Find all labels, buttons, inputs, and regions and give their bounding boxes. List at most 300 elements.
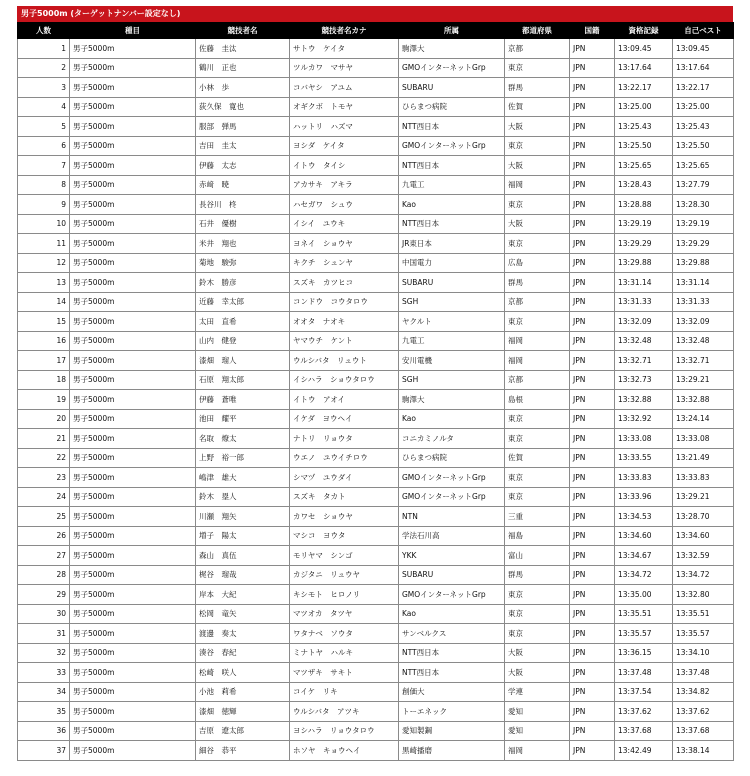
athlete-kana-cell: ホソヤ キョウヘイ [290, 741, 399, 761]
nationality-cell: JPN [570, 507, 615, 527]
athlete-kana-cell: ミナトヤ ハルキ [290, 643, 399, 663]
rank-cell: 11 [18, 234, 70, 254]
prefecture-cell: 学連 [505, 682, 570, 702]
prefecture-cell: 福岡 [505, 351, 570, 371]
rank-cell: 34 [18, 682, 70, 702]
nationality-cell: JPN [570, 429, 615, 449]
athlete-name-cell: 山内 健登 [196, 331, 290, 351]
qualifying-mark-cell: 13:17.64 [615, 58, 673, 78]
nationality-cell: JPN [570, 292, 615, 312]
athlete-kana-cell: イトウ タイシ [290, 156, 399, 176]
nationality-cell: JPN [570, 331, 615, 351]
event-cell: 男子5000m [70, 448, 196, 468]
rank-cell: 30 [18, 604, 70, 624]
rank-cell: 16 [18, 331, 70, 351]
affiliation-cell: コニカミノルタ [399, 429, 505, 449]
nationality-cell: JPN [570, 175, 615, 195]
qualifying-mark-cell: 13:32.48 [615, 331, 673, 351]
nationality-cell: JPN [570, 721, 615, 741]
affiliation-cell: トーエネック [399, 702, 505, 722]
table-row [18, 721, 734, 741]
nationality-cell: JPN [570, 487, 615, 507]
nationality-cell: JPN [570, 624, 615, 644]
event-cell: 男子5000m [70, 370, 196, 390]
rank-cell: 28 [18, 565, 70, 585]
rank-cell: 9 [18, 195, 70, 215]
personal-best-cell: 13:34.82 [673, 682, 734, 702]
affiliation-cell: ひらまつ病院 [399, 448, 505, 468]
qualifying-mark-cell: 13:29.29 [615, 234, 673, 254]
qualifying-mark-cell: 13:09.45 [615, 39, 673, 59]
table-row [18, 292, 734, 312]
affiliation-cell: YKK [399, 546, 505, 566]
athlete-name-cell: 嶋津 雄大 [196, 468, 290, 488]
nationality-cell: JPN [570, 312, 615, 332]
athlete-kana-cell: ヨシダ ケイタ [290, 136, 399, 156]
nationality-cell: JPN [570, 741, 615, 761]
event-cell: 男子5000m [70, 526, 196, 546]
athlete-name-cell: 服部 弾馬 [196, 117, 290, 137]
personal-best-cell: 13:29.29 [673, 234, 734, 254]
qualifying-mark-cell: 13:32.92 [615, 409, 673, 429]
table-row [18, 682, 734, 702]
affiliation-cell: NTT西日本 [399, 663, 505, 683]
rank-cell: 25 [18, 507, 70, 527]
prefecture-cell: 京都 [505, 39, 570, 59]
event-cell: 男子5000m [70, 351, 196, 371]
affiliation-cell: JR東日本 [399, 234, 505, 254]
athlete-kana-cell: マツザキ サキト [290, 663, 399, 683]
prefecture-cell: 島根 [505, 390, 570, 410]
prefecture-cell: 東京 [505, 58, 570, 78]
rank-cell: 8 [18, 175, 70, 195]
rank-cell: 15 [18, 312, 70, 332]
table-row [18, 331, 734, 351]
affiliation-cell: SUBARU [399, 78, 505, 98]
athlete-name-cell: 小林 歩 [196, 78, 290, 98]
event-cell: 男子5000m [70, 312, 196, 332]
athlete-kana-cell: モリヤマ シンゴ [290, 546, 399, 566]
table-row [18, 624, 734, 644]
personal-best-cell: 13:32.09 [673, 312, 734, 332]
qualifying-mark-cell: 13:33.08 [615, 429, 673, 449]
rank-cell: 22 [18, 448, 70, 468]
column-header-affiliation: 所属 [399, 23, 505, 39]
nationality-cell: JPN [570, 565, 615, 585]
table-row [18, 702, 734, 722]
personal-best-cell: 13:32.48 [673, 331, 734, 351]
athlete-name-cell: 石原 翔太郎 [196, 370, 290, 390]
personal-best-cell: 13:27.79 [673, 175, 734, 195]
event-cell: 男子5000m [70, 507, 196, 527]
prefecture-cell: 東京 [505, 409, 570, 429]
athlete-name-cell: 荻久保 寛也 [196, 97, 290, 117]
prefecture-cell: 東京 [505, 195, 570, 215]
qualifying-mark-cell: 13:29.19 [615, 214, 673, 234]
athlete-name-cell: 吉原 遼太郎 [196, 721, 290, 741]
athlete-name-cell: 渡邊 奏太 [196, 624, 290, 644]
athlete-name-cell: 松岡 竜矢 [196, 604, 290, 624]
athlete-name-cell: 石井 優樹 [196, 214, 290, 234]
personal-best-cell: 13:37.68 [673, 721, 734, 741]
prefecture-cell: 佐賀 [505, 448, 570, 468]
rank-cell: 5 [18, 117, 70, 137]
event-cell: 男子5000m [70, 273, 196, 293]
rank-cell: 33 [18, 663, 70, 683]
event-cell: 男子5000m [70, 546, 196, 566]
rank-cell: 7 [18, 156, 70, 176]
event-cell: 男子5000m [70, 58, 196, 78]
athlete-kana-cell: イシハラ ショウタロウ [290, 370, 399, 390]
rank-cell: 35 [18, 702, 70, 722]
prefecture-cell: 東京 [505, 234, 570, 254]
column-header-rank: 人数 [18, 23, 70, 39]
affiliation-cell: GMOインターネットGrp [399, 585, 505, 605]
event-title: 男子5000m (ターゲットナンバー設定なし) [17, 6, 733, 22]
personal-best-cell: 13:31.14 [673, 273, 734, 293]
event-cell: 男子5000m [70, 195, 196, 215]
affiliation-cell: 中国電力 [399, 253, 505, 273]
athlete-kana-cell: ウエノ ユウイチロウ [290, 448, 399, 468]
affiliation-cell: NTT西日本 [399, 156, 505, 176]
qualifying-mark-cell: 13:33.96 [615, 487, 673, 507]
rank-cell: 24 [18, 487, 70, 507]
event-cell: 男子5000m [70, 331, 196, 351]
event-cell: 男子5000m [70, 604, 196, 624]
affiliation-cell: NTT西日本 [399, 214, 505, 234]
personal-best-cell: 13:29.88 [673, 253, 734, 273]
personal-best-cell: 13:29.19 [673, 214, 734, 234]
qualifying-mark-cell: 13:34.67 [615, 546, 673, 566]
rank-cell: 29 [18, 585, 70, 605]
rank-cell: 1 [18, 39, 70, 59]
athlete-kana-cell: ナトリ リョウタ [290, 429, 399, 449]
table-row [18, 526, 734, 546]
personal-best-cell: 13:25.43 [673, 117, 734, 137]
event-cell: 男子5000m [70, 487, 196, 507]
nationality-cell: JPN [570, 526, 615, 546]
athlete-kana-cell: ツルカワ マサヤ [290, 58, 399, 78]
table-row [18, 585, 734, 605]
nationality-cell: JPN [570, 409, 615, 429]
athlete-name-cell: 近藤 幸太郎 [196, 292, 290, 312]
column-header-qualifying-mark: 資格記録 [615, 23, 673, 39]
event-cell: 男子5000m [70, 565, 196, 585]
table-row [18, 78, 734, 98]
athlete-kana-cell: キシモト ヒロノリ [290, 585, 399, 605]
table-row [18, 312, 734, 332]
athlete-kana-cell: ハセガワ シュウ [290, 195, 399, 215]
affiliation-cell: 創価大 [399, 682, 505, 702]
rank-cell: 21 [18, 429, 70, 449]
event-cell: 男子5000m [70, 624, 196, 644]
prefecture-cell: 大阪 [505, 643, 570, 663]
athlete-name-cell: 岸本 大紀 [196, 585, 290, 605]
athlete-kana-cell: オギクボ トモヤ [290, 97, 399, 117]
table-row [18, 468, 734, 488]
qualifying-mark-cell: 13:37.48 [615, 663, 673, 683]
table-row [18, 565, 734, 585]
event-cell: 男子5000m [70, 214, 196, 234]
nationality-cell: JPN [570, 468, 615, 488]
personal-best-cell: 13:17.64 [673, 58, 734, 78]
personal-best-cell: 13:24.14 [673, 409, 734, 429]
athlete-kana-cell: アカサキ アキラ [290, 175, 399, 195]
qualifying-mark-cell: 13:37.68 [615, 721, 673, 741]
prefecture-cell: 京都 [505, 292, 570, 312]
prefecture-cell: 大阪 [505, 117, 570, 137]
table-row [18, 97, 734, 117]
athlete-kana-cell: スズキ タカト [290, 487, 399, 507]
qualifying-mark-cell: 13:37.54 [615, 682, 673, 702]
qualifying-mark-cell: 13:33.55 [615, 448, 673, 468]
nationality-cell: JPN [570, 702, 615, 722]
athlete-kana-cell: キクチ シュンヤ [290, 253, 399, 273]
affiliation-cell: 駒澤大 [399, 390, 505, 410]
prefecture-cell: 愛知 [505, 702, 570, 722]
affiliation-cell: ヤクルト [399, 312, 505, 332]
personal-best-cell: 13:37.48 [673, 663, 734, 683]
athlete-kana-cell: コンドウ コウタロウ [290, 292, 399, 312]
athlete-kana-cell: カワセ ショウヤ [290, 507, 399, 527]
table-row [18, 214, 734, 234]
personal-best-cell: 13:34.10 [673, 643, 734, 663]
table-row [18, 117, 734, 137]
affiliation-cell: 愛知製鋼 [399, 721, 505, 741]
event-cell: 男子5000m [70, 292, 196, 312]
prefecture-cell: 富山 [505, 546, 570, 566]
affiliation-cell: 九電工 [399, 331, 505, 351]
athlete-kana-cell: マシコ ヨウタ [290, 526, 399, 546]
affiliation-cell: NTT西日本 [399, 117, 505, 137]
rank-cell: 6 [18, 136, 70, 156]
rank-cell: 17 [18, 351, 70, 371]
athlete-name-cell: 漆畑 瑠人 [196, 351, 290, 371]
qualifying-mark-cell: 13:32.09 [615, 312, 673, 332]
qualifying-mark-cell: 13:35.00 [615, 585, 673, 605]
athlete-name-cell: 鶴川 正也 [196, 58, 290, 78]
rank-cell: 19 [18, 390, 70, 410]
table-row [18, 663, 734, 683]
personal-best-cell: 13:22.17 [673, 78, 734, 98]
athlete-name-cell: 米井 翔也 [196, 234, 290, 254]
nationality-cell: JPN [570, 117, 615, 137]
athlete-name-cell: 鈴木 塁人 [196, 487, 290, 507]
athlete-kana-cell: ヤマウチ ケント [290, 331, 399, 351]
qualifying-mark-cell: 13:35.57 [615, 624, 673, 644]
affiliation-cell: サンベルクス [399, 624, 505, 644]
athlete-name-cell: 菊地 駿弥 [196, 253, 290, 273]
personal-best-cell: 13:29.21 [673, 370, 734, 390]
results-sheet [17, 6, 733, 761]
nationality-cell: JPN [570, 214, 615, 234]
event-cell: 男子5000m [70, 643, 196, 663]
table-row [18, 448, 734, 468]
personal-best-cell: 13:25.00 [673, 97, 734, 117]
affiliation-cell: SGH [399, 292, 505, 312]
rank-cell: 23 [18, 468, 70, 488]
table-body [18, 39, 734, 761]
table-row [18, 487, 734, 507]
qualifying-mark-cell: 13:36.15 [615, 643, 673, 663]
athlete-name-cell: 名取 燎太 [196, 429, 290, 449]
qualifying-mark-cell: 13:29.88 [615, 253, 673, 273]
affiliation-cell: GMOインターネットGrp [399, 468, 505, 488]
table-row [18, 390, 734, 410]
prefecture-cell: 愛知 [505, 721, 570, 741]
rank-cell: 10 [18, 214, 70, 234]
event-cell: 男子5000m [70, 117, 196, 137]
event-cell: 男子5000m [70, 156, 196, 176]
table-row [18, 58, 734, 78]
qualifying-mark-cell: 13:32.71 [615, 351, 673, 371]
personal-best-cell: 13:32.71 [673, 351, 734, 371]
athlete-kana-cell: シマヅ ユウダイ [290, 468, 399, 488]
personal-best-cell: 13:35.51 [673, 604, 734, 624]
rank-cell: 37 [18, 741, 70, 761]
athlete-name-cell: 漆畑 徳輝 [196, 702, 290, 722]
athlete-kana-cell: ヨシハラ リョウタロウ [290, 721, 399, 741]
affiliation-cell: SUBARU [399, 565, 505, 585]
athlete-kana-cell: ヨネイ ショウヤ [290, 234, 399, 254]
affiliation-cell: GMOインターネットGrp [399, 136, 505, 156]
athlete-kana-cell: イケダ ヨウヘイ [290, 409, 399, 429]
affiliation-cell: Kao [399, 409, 505, 429]
prefecture-cell: 三重 [505, 507, 570, 527]
prefecture-cell: 群馬 [505, 273, 570, 293]
athlete-name-cell: 湊谷 春紀 [196, 643, 290, 663]
affiliation-cell: Kao [399, 195, 505, 215]
prefecture-cell: 大阪 [505, 214, 570, 234]
table-row [18, 409, 734, 429]
affiliation-cell: SGH [399, 370, 505, 390]
nationality-cell: JPN [570, 448, 615, 468]
table-row [18, 234, 734, 254]
table-row [18, 546, 734, 566]
qualifying-mark-cell: 13:32.73 [615, 370, 673, 390]
rank-cell: 13 [18, 273, 70, 293]
event-cell: 男子5000m [70, 39, 196, 59]
event-cell: 男子5000m [70, 409, 196, 429]
personal-best-cell: 13:34.72 [673, 565, 734, 585]
prefecture-cell: 東京 [505, 585, 570, 605]
affiliation-cell: GMOインターネットGrp [399, 58, 505, 78]
rank-cell: 31 [18, 624, 70, 644]
prefecture-cell: 東京 [505, 136, 570, 156]
nationality-cell: JPN [570, 585, 615, 605]
athlete-kana-cell: コバヤシ アユム [290, 78, 399, 98]
athlete-name-cell: 増子 陽太 [196, 526, 290, 546]
table-row [18, 643, 734, 663]
personal-best-cell: 13:29.21 [673, 487, 734, 507]
athlete-kana-cell: ウルシバタ リュウト [290, 351, 399, 371]
athlete-kana-cell: ワタナベ ソウタ [290, 624, 399, 644]
column-header-personal-best: 自己ベスト [673, 23, 734, 39]
column-header-event: 種目 [70, 23, 196, 39]
personal-best-cell: 13:25.50 [673, 136, 734, 156]
prefecture-cell: 大阪 [505, 663, 570, 683]
rank-cell: 36 [18, 721, 70, 741]
event-cell: 男子5000m [70, 721, 196, 741]
prefecture-cell: 群馬 [505, 78, 570, 98]
event-cell: 男子5000m [70, 234, 196, 254]
personal-best-cell: 13:32.88 [673, 390, 734, 410]
personal-best-cell: 13:35.57 [673, 624, 734, 644]
prefecture-cell: 東京 [505, 604, 570, 624]
athlete-kana-cell: ウルシバタ アツキ [290, 702, 399, 722]
event-cell: 男子5000m [70, 78, 196, 98]
affiliation-cell: 黒崎播磨 [399, 741, 505, 761]
athlete-name-cell: 池田 耀平 [196, 409, 290, 429]
personal-best-cell: 13:09.45 [673, 39, 734, 59]
athlete-name-cell: 長谷川 柊 [196, 195, 290, 215]
rank-cell: 4 [18, 97, 70, 117]
athlete-name-cell: 鈴木 勝彦 [196, 273, 290, 293]
athlete-name-cell: 細谷 恭平 [196, 741, 290, 761]
qualifying-mark-cell: 13:31.14 [615, 273, 673, 293]
event-cell: 男子5000m [70, 175, 196, 195]
event-cell: 男子5000m [70, 682, 196, 702]
qualifying-mark-cell: 13:34.72 [615, 565, 673, 585]
qualifying-mark-cell: 13:31.33 [615, 292, 673, 312]
affiliation-cell: 九電工 [399, 175, 505, 195]
prefecture-cell: 福岡 [505, 175, 570, 195]
affiliation-cell: ひらまつ病院 [399, 97, 505, 117]
entry-table [17, 22, 734, 761]
prefecture-cell: 京都 [505, 370, 570, 390]
athlete-kana-cell: カジタニ リュウヤ [290, 565, 399, 585]
affiliation-cell: SUBARU [399, 273, 505, 293]
affiliation-cell: GMOインターネットGrp [399, 487, 505, 507]
event-cell: 男子5000m [70, 468, 196, 488]
athlete-name-cell: 吉田 圭太 [196, 136, 290, 156]
qualifying-mark-cell: 13:37.62 [615, 702, 673, 722]
nationality-cell: JPN [570, 253, 615, 273]
affiliation-cell: NTN [399, 507, 505, 527]
column-header-athlete-name: 競技者名 [196, 23, 290, 39]
personal-best-cell: 13:28.30 [673, 195, 734, 215]
event-cell: 男子5000m [70, 390, 196, 410]
prefecture-cell: 福岡 [505, 331, 570, 351]
personal-best-cell: 13:32.80 [673, 585, 734, 605]
athlete-kana-cell: オオタ ナオキ [290, 312, 399, 332]
personal-best-cell: 13:32.59 [673, 546, 734, 566]
athlete-name-cell: 佐藤 圭汰 [196, 39, 290, 59]
table-row [18, 429, 734, 449]
qualifying-mark-cell: 13:25.43 [615, 117, 673, 137]
prefecture-cell: 群馬 [505, 565, 570, 585]
prefecture-cell: 東京 [505, 624, 570, 644]
rank-cell: 26 [18, 526, 70, 546]
personal-best-cell: 13:28.70 [673, 507, 734, 527]
athlete-kana-cell: コイケ リキ [290, 682, 399, 702]
table-row [18, 351, 734, 371]
nationality-cell: JPN [570, 370, 615, 390]
table-row [18, 253, 734, 273]
nationality-cell: JPN [570, 643, 615, 663]
table-row [18, 273, 734, 293]
nationality-cell: JPN [570, 351, 615, 371]
prefecture-cell: 東京 [505, 312, 570, 332]
qualifying-mark-cell: 13:35.51 [615, 604, 673, 624]
personal-best-cell: 13:21.49 [673, 448, 734, 468]
prefecture-cell: 大阪 [505, 156, 570, 176]
nationality-cell: JPN [570, 58, 615, 78]
table-row [18, 175, 734, 195]
affiliation-cell: Kao [399, 604, 505, 624]
personal-best-cell: 13:34.60 [673, 526, 734, 546]
athlete-kana-cell: スズキ カツヒコ [290, 273, 399, 293]
